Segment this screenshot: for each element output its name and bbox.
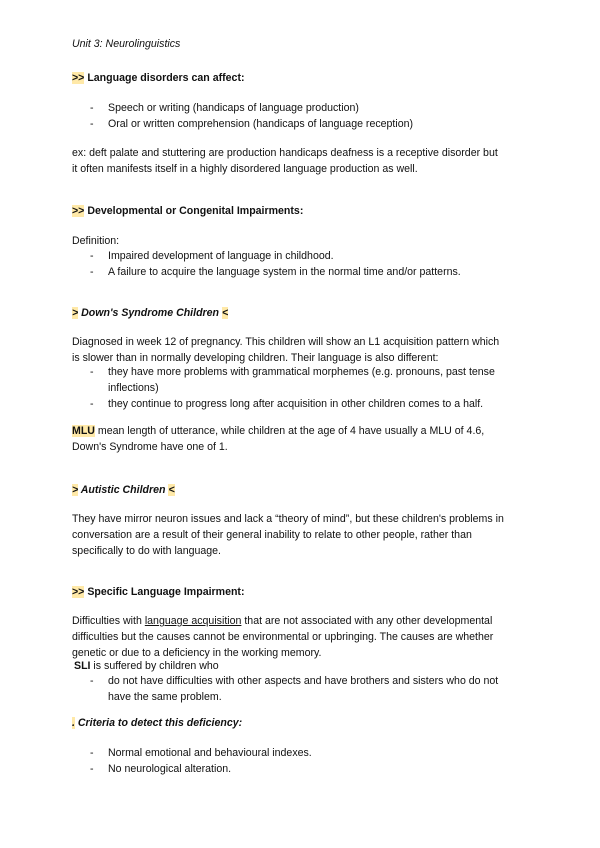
section-heading-downs-syndrome [72,305,532,321]
list-item: - Oral or written comprehension (handicaps of language reception) [72,116,532,132]
list-definition [72,248,532,280]
list-item: - Normal emotional and behavioural indexes. [72,745,532,761]
text-line: Down's Syndrome have one of 1. [72,441,228,453]
list-item: - do not have difficulties with other aspects and have brothers and sisters who do not have the same problem. [72,673,532,705]
heading-text: Autistic Children [78,484,169,496]
section-heading-criteria [72,715,532,731]
list-item: - A failure to acquire the language system in the normal time and/or patterns. [72,264,532,280]
section-heading-sli [72,584,532,600]
text-line: ex: deft palate and stuttering are production handicaps deafness is a receptive disorder but [72,147,498,159]
list-item: - No neurological alteration. [72,761,532,777]
mlu-term: MLU [72,425,95,437]
heading-text: Language disorders can affect: [84,72,245,84]
heading-marker-open: > [72,307,79,319]
text-line: Difficulties with language acquisition that are not associated with any other developmental [72,615,493,627]
list-criteria [72,745,532,777]
language-acquisition-link[interactable]: language acquisition [144,615,242,627]
heading-text: Criteria to detect this deficiency: [74,717,243,729]
text-line: genetic or due to a deficiency in the working memory. [72,647,322,659]
list-item: - Speech or writing (handicaps of language production) [72,100,532,116]
sli-term: SLI [74,660,91,672]
heading-text: Down's Syndrome Children [78,307,222,319]
mlu-paragraph [72,423,532,455]
heading-marker: . [72,717,75,729]
heading-marker: >> [72,586,85,598]
list-sli [72,673,532,705]
list-item: - they have more problems with grammatical morphemes (e.g. pronouns, past tense inflections) [72,364,532,396]
heading-marker-close: < [168,484,175,496]
text-line: is slower than in normally developing children. Their language is also different: [72,352,439,364]
heading-marker: >> [72,72,85,84]
text-line: specifically to do with language. [72,545,221,557]
definition-label: Definition: [72,235,120,247]
heading-marker: >> [72,205,85,217]
text-line: Diagnosed in week 12 of pregnancy. This children will show an L1 acquisition pattern which [72,336,500,348]
downs-paragraph [72,334,532,366]
heading-marker-open: > [72,484,79,496]
text-line: conversation are a result of their general inability to relate to other people, rather than [72,529,472,541]
list-item: - they continue to progress long after acquisition in other children comes to a half. [72,396,532,412]
section-heading-autistic [72,482,532,498]
example-paragraph [72,145,532,177]
page-header: Unit 3: Neurolinguistics [72,38,181,50]
heading-text: Specific Language Impairment: [84,586,245,598]
list-item: - Impaired development of language in childhood. [72,248,532,264]
heading-text: Developmental or Congenital Impairments: [84,205,304,217]
sli-intro: SLI is suffered by children who [74,660,219,672]
section-heading-developmental [72,203,532,219]
sli-paragraph [72,613,532,661]
text-line: difficulties but the causes cannot be environmental or upbringing. The causes are whether [72,631,494,643]
list-downs [72,364,532,412]
section-heading-language-disorders [72,70,532,86]
heading-marker-close: < [221,307,229,319]
text-line: it often manifests itself in a highly disordered language production as well. [72,163,418,175]
list-language-disorders [72,100,532,132]
autistic-paragraph [72,511,532,559]
text-line: They have mirror neuron issues and lack a “theory of mind”, but these children's problems in [72,513,504,525]
text-line: MLU mean length of utterance, while children at the age of 4 have usually a MLU of 4.6, [72,425,485,437]
